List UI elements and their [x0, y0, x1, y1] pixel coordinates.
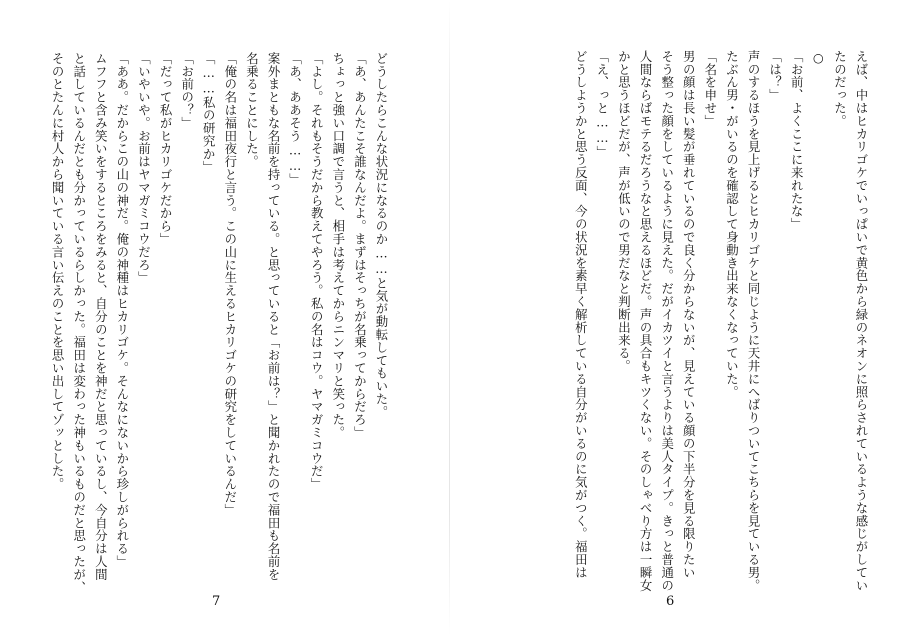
text-line: 男の顔は長い髪が垂れているので良く分からないが、見えている顔の下半分を見る限りたい [681, 50, 697, 579]
page-text [22, 52, 392, 594]
text-line: 「俺の名は福田夜行と言う。この山に生えるヒカリゴケの研究をしているんだ」 [222, 52, 238, 517]
text-line: 人間ならばモテるだろうなと思えるほどだ。声の具合もキツくない。そのしゃべり方は一瞬女 [638, 50, 654, 592]
text-line: たのだった。 [832, 50, 848, 128]
text-line: どうしようかと思う反面、今の状況を素早く解析している自分がいるのに気がつく。福田は [573, 50, 589, 579]
text-line: ムフフと含み笑いをするところをみると、自分のことを神だと思っているし、今自分は人間 [93, 52, 109, 581]
page-text [490, 50, 872, 592]
text-line: 「ああ。だからこの山の神だ。俺の神種はヒカリゴケ。そんなにないから珍しがられる」 [114, 52, 130, 568]
page-number: 6 [666, 594, 675, 609]
text-line: 「いやいや。お前はヤマガミコウだろ」 [136, 52, 152, 285]
text-line: 「だって私がヒカリゴケだから」 [158, 52, 174, 246]
text-line: 案外まともな名前を持っている。と思っていると「お前は？」と聞かれたので福田も名前を [266, 52, 282, 581]
text-line: 「は？」 [767, 50, 783, 102]
page-6 [450, 0, 900, 636]
text-line: 声のするほうを見上げるとヒカリゴケと同じように天井にへばりついてこちらを見ている男。 [746, 50, 762, 592]
text-line: 「お前の？」 [179, 52, 195, 130]
page-number: 7 [212, 594, 221, 609]
text-line: 名乗ることにした。 [244, 52, 260, 169]
text-line: 「……私の研究か」 [201, 52, 217, 174]
text-line: と話しているんだとも分かっているらしかった。福田は変わった神もいるものだと思ったが、 [71, 52, 87, 594]
text-line: えば、中はヒカリゴケでいっぱいで黄色から緑のネオンに照らされているような感じがしてい [854, 50, 869, 592]
text-line: たぶん男・がいるのを確認して身動き出来なくなっていた。 [724, 50, 740, 399]
text-line: 「あ、ああそう……」 [287, 52, 303, 187]
text-line: そう整った顔をしているように見えた。だがイカツイと言うよりは美人タイプ。きっと普通の [659, 50, 675, 592]
text-line: 「あ、あんたこそ誰なんだよ。まずはそっちが名乗ってからだろ」 [352, 52, 368, 439]
text-line: ちょっと強い口調で言うと、相手は考えてからニンマリと笑った。 [330, 52, 346, 439]
text-line: 「お前、よくここに来れたな」 [789, 50, 805, 231]
text-line: かと思うほどだが、声が低いので男だなと判断出来る。 [616, 50, 632, 373]
text-line: どうしたらこんな状況になるのか……と気が動転してもいた。 [374, 52, 389, 419]
text-line: 「え、っと……」 [594, 50, 610, 159]
text-line: そのとたんに村人から聞いている言い伝えのことを思い出してゾッとした。 [50, 52, 66, 491]
text-line: 「よし。それもそうだから教えてやろう。私の名はコウ。ヤマガミコウだ」 [309, 52, 325, 491]
scene-break: ○ [810, 50, 826, 66]
text-line: 「名を申せ」 [702, 50, 718, 128]
